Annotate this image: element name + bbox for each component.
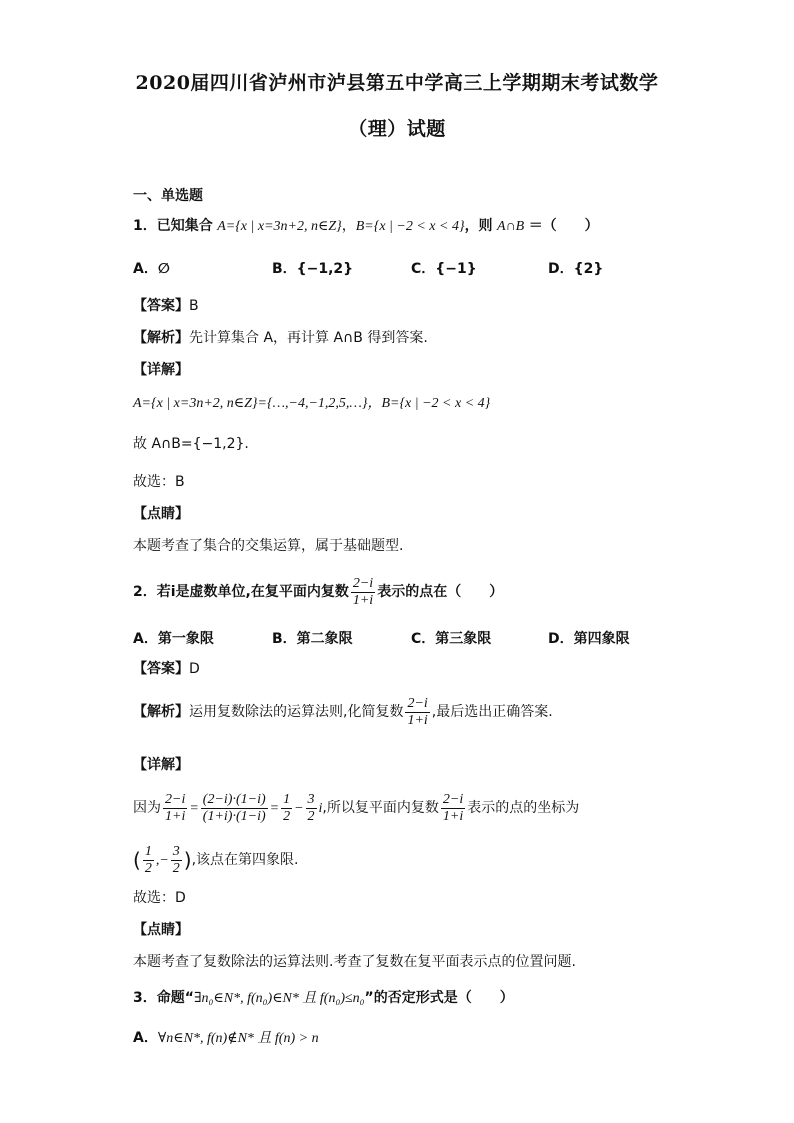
q2-coord-x [143,844,154,877]
q3-stem-math: ∃n₀∈N*, f(n₀)∈N* 且 f(n₀)≤n₀ [193,991,365,1006]
q2-detail-frac-den: 1+i [442,808,464,824]
q1-detail-tag: 【详解】 [133,362,189,378]
q1-expr: A∩B [497,219,525,234]
q1-comment: 本题考查了集合的交集运算，属于基础题型. [133,538,404,554]
q2-detail-frac-num: 2−i [442,791,464,807]
q2-stem-suffix: 表示的点在（ ） [377,584,504,600]
q2-answer-value: D [189,661,200,677]
q2-detail-equation: 因为 $\frac{2-i}{1+i}$ = $\frac{(2-i)\cdot(1-i)}{(1+i)\cdot(1-i)}$ = $\frac{1}{2}$ − $\frac{3}{2}$ i,所以复平面内复数 $\frac{2-i}{1+i}$ 表示的点的坐标为 [133,791,580,824]
q2-option-a: A．第一象限 [133,631,214,647]
q1-option-d: D．{2} [548,261,604,277]
q2-answer [133,659,200,679]
q2-analysis [133,692,553,732]
q2-answer-tag: 【答案】 [133,661,189,677]
q2-detail-frac [441,792,465,825]
q1-option-b: B．{−1,2} [272,261,354,277]
q2-comment: 本题考查了复数除法的运算法则.考查了复数在复平面表示点的位置问题. [133,954,576,970]
q1-answer-tag: 【答案】 [133,298,189,314]
q1-analysis-tag: 【解析】 [133,330,189,346]
q2-eq-frac1 [163,792,187,825]
q2-analysis-fraction [405,696,429,729]
q2-comment-tag: 【点睛】 [133,922,189,938]
q2-eq-frac2 [201,792,268,825]
q2-eq-half-den: 2 [283,808,291,824]
q2-option-b: B．第二象限 [272,631,353,647]
q2-coord-y-num: 3 [172,843,180,859]
section-heading: 一、单选题 [133,188,203,204]
question-3-stem [133,988,514,1009]
q2-coord-x-num: 1 [144,843,152,859]
q1-comma: ， [341,218,356,234]
q1-analysis-text: 先计算集合 A，再计算 A∩B 得到答案. [189,330,428,346]
q2-coord-y [171,844,182,877]
q1-option-a: A．∅ [133,261,170,277]
q1-analysis [133,328,428,348]
q2-option-c: C．第三象限 [411,631,492,647]
q2-detail-tail: 表示的点的坐标为 [467,800,580,816]
q1-detail-line1: A={x | x=3n+2, n∈Z}={…,−4,−1,2,5,…}，B={x | −2 < x < 4} [133,396,491,411]
q2-eq-frac2-num: (2−i)·(1−i) [202,791,266,807]
q2-detail-mid: ,所以复平面内复数 [322,800,439,816]
q2-frac-num: 2−i [352,575,374,591]
q2-analysis-prefix: 运用复数除法的运算法则,化简复数 [189,704,404,720]
q2-coord-y-den: 2 [172,860,180,876]
q2-analysis-frac-num: 2−i [407,695,428,711]
q1-choose: 故选：B [133,474,185,490]
q2-eq-three-num: 3 [307,791,315,807]
q2-analysis-frac-den: 1+i [407,712,428,728]
document-title-line1: 2020届四川省泸州市泸县第五中学高三上学期期末考试数学 [135,72,659,94]
q2-eq-half [281,792,292,825]
q2-option-d: D．第四象限 [548,631,630,647]
document-title-line2: （理）试题 [348,118,446,140]
q3-option-a-prefix: A． [133,1030,158,1046]
q1-stem-end: ＝（ ） [528,218,599,234]
q3-option-a [133,1028,319,1049]
q1-set-a: A={x | x=3n+2, n∈Z} [217,219,342,234]
q1-answer [133,296,199,316]
q1-option-c: C．{−1} [411,261,477,277]
q2-coord-minus: − [159,853,169,868]
q3-stem-suffix: ”的否定形式是（ ） [364,990,514,1006]
q2-analysis-suffix: ,最后选出正确答案. [431,704,553,720]
q2-eq-frac1-den: 1+i [165,808,186,824]
q2-coordinate: ( $\frac{1}{2}$ ,− $\frac{3}{2}$ ),该点在第四象限. [133,843,299,876]
q1-detail-line2: 故 A∩B={−1,2}. [133,436,249,452]
q1-stem-prefix: 1．已知集合 [133,218,213,234]
q2-eq-minus: − [294,801,304,816]
q2-eq-frac1-num: 2−i [165,791,186,807]
q2-stem-fraction [351,576,375,609]
question-1-stem [133,216,599,237]
question-2-stem [133,572,503,612]
q2-detail-tag: 【详解】 [133,757,189,773]
q1-answer-value: B [189,298,199,314]
q3-option-a-math: ∀n∈N*, f(n)∉N* 且 f(n) > n [157,1031,319,1046]
q2-eq-frac2-den: (1+i)·(1−i) [202,808,266,824]
q2-analysis-tag: 【解析】 [133,704,189,720]
q1-set-b: B={x | −2 < x < 4} [355,219,465,234]
q2-eq-three-den: 2 [307,808,315,824]
q2-eq-threehalf [306,792,317,825]
q2-eq-half-num: 1 [283,791,291,807]
q2-frac-den: 1+i [352,592,374,608]
q1-comment-tag: 【点睛】 [133,506,189,522]
q2-because: 因为 [133,800,161,816]
q2-eq-i: i [318,801,323,816]
q2-coord-suffix: ,该点在第四象限. [191,852,299,868]
q2-coord-x-den: 2 [144,860,152,876]
q2-stem-prefix: 2．若i是虚数单位,在复平面内复数 [133,584,349,600]
q3-stem-prefix: 3．命题“ [133,990,194,1006]
q1-stem-suffix: ，则 [464,218,493,234]
q2-choose: 故选：D [133,890,186,906]
